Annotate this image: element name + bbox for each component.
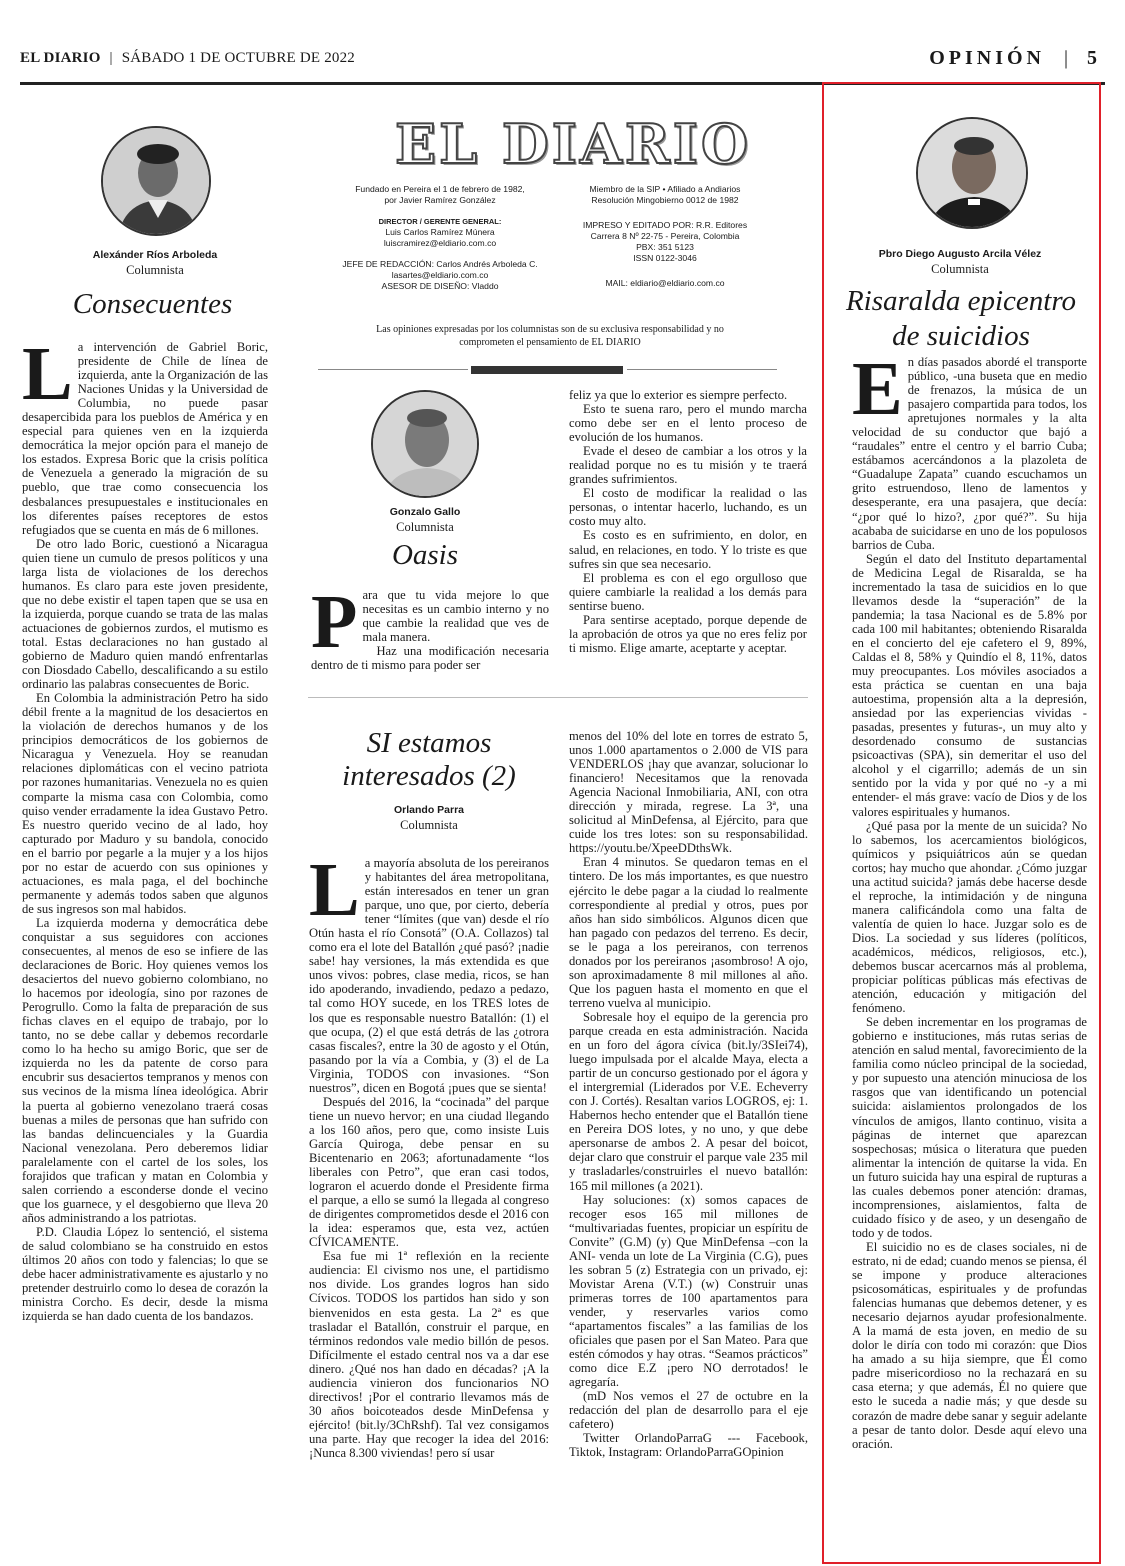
- article-title-line1: Risaralda epicentro: [845, 285, 1077, 317]
- paragraph: Es costo es en sufrimiento, en dolor, en salud, en relaciones, en todo. Y lo triste es que sufres sin que sea necesario.: [569, 528, 807, 571]
- author-name: Gonzalo Gallo: [389, 506, 461, 518]
- article-title-line1: SI estamos: [366, 727, 492, 759]
- author-name: Pbro Diego Augusto Arcila Vélez: [878, 248, 1042, 260]
- pbx-text: PBX: 351 5123: [636, 242, 694, 252]
- paragraph: Eran 4 minutos. Se quedaron temas en el tintero. De los más importantes, es que nuestro ejército le debe pagar a la ciudad lo realmente correspondiente al predial y otros, pues por años han sido simbólicos. Algunos dicen que han pagado con pedazos del terreno. Es decir, se le paga a los pereiranos, con terrenos donados por los pereiranos ¡asombroso! A ojo, son aproximadamente 8 mil millones al año. Que los paguen hasta el momento en que el terreno vuelva al municipio.: [569, 855, 808, 1010]
- founded-text: Fundado en Pereira el 1 de febrero de 1982, por Javier Ramírez González: [355, 184, 525, 205]
- director-name: Luis Carlos Ramírez Múnera: [385, 227, 495, 237]
- paragraph: Según el dato del Instituto departamental de Medicina Legal de Risaralda, se ha incrementado la tasa de suicidios en lo que llevamos desde la “superación” de la pandemia; la tasa Nacional es de 5.8% por cada 100 mil habitantes; obteniendo Risaralda en el concierto del eje cafetero el 9, 89%, Caldas el 8, 58% y Quindío el 8, 11%, datos muy preocupantes. Los móviles asociados a esta práctica se cuentan en una baja autoestima, propensión alta a la depresión, ansiedad por las experiencias vividas -pasadas, presentes y futuras-, un muy alto y desordenado consumo de sustancias psicoactivas (SPA), sin demeritar el uso del alcohol y el cigarrillo; además de un sin sentido por la vida y por qué no -y a mi entender- el más grave: vacío de Dios y de los valores espirituales y humanos.: [852, 551, 1087, 819]
- article-body-oasis-right: [569, 388, 807, 655]
- author-role: Columnista: [931, 262, 989, 276]
- paragraph: El suicidio no es de clases sociales, ni de estrato, ni de edad; cuando menos se piensa, él se impone y produce alteraciones psicosomáticas, espirituales y de profundas falencias humanas que debemos detener, y es necesario dejarnos ayudar profesionalmente. A la mamá de esta joven, en medio de su dolor le diría con todo mi corazón: que Dios ha amado a su hija siempre, que Él como padre misericordioso no la rechazará en su casa eterna; y que además, Él no quiere que esto le suceda a nadie más; y que desde su corazón de madre debe sanar y seguir adelante a pesar de tanto dolor. Desde aquí elevo una oración.: [852, 1239, 1088, 1451]
- author-name: Orlando Parra: [393, 804, 465, 816]
- article-title-line2: interesados (2): [342, 760, 516, 792]
- paragraph: Evade el deseo de cambiar a los otros y la realidad porque no es tu misión y te traerá grandes sufrimientos.: [569, 444, 807, 487]
- avatar-diego: [916, 117, 1028, 229]
- drop-cap: L: [22, 332, 73, 416]
- paragraph: La izquierda moderna y democrática debe conquistar a sus seguidores con acciones consecuentes, al menos de eso se infiere de las declaraciones de Boric. Hoy quienes vemos los desaciertos del nuevo gobierno colombiano, no lo hacemos por ideología, sino por razones de Perogrullo. Como la falta de preparación de sus fichas claves en el equipo de trabajo, por lo tanto, no se debe callar y debemos recordarle como lo ha hecho su amigo Boric, que ser de izquierda no les da patente de corso para encubrir sus desaciertos tempranos y menos con sus vecinos de la misma línea ideológica. Abrir la puerta al gobierno venezolano traerá cosas buenas a miles de personas que han sufrido con las bandas delincuenciales y la Guardia Nacional venezolana. Pero deberemos lidiar paralelamente con el cartel de los soles, los forajidos que trafican y matan en Colombia y salen corriendo a esconderse donde el vecino que los guarnece, y el desgobierno que lleva 20 años administrando a los patriotas.: [22, 915, 268, 1225]
- drop-cap: L: [309, 848, 360, 932]
- paragraph: a mayoría absoluta de los pereiranos y habitantes del área metropolitana, están interesados en tener un gran parque, uno que, por cierto, debería tener “límites (que van) desde el río Otún hasta el río Consotá” (O.A. Collazos) tal como era el lote del Batallón ¿qué pasó? ¡nadie sabe! hay versiones, la más extendida es que unos vivos: pobres, clase media, ricos, se han ido apoderando, invadiendo, pedazo a pedazo, tal como HOY sucede, en los TRES lotes de los que es responsable nuestro Batallón: (1) el que ocupa, (2) el que está detrás de las ¿otrora casas fiscales?, entre la 30 de agosto y el Otún, pasando por la vía a Combia, y (3) el de La Virginia, TODOS con invasiones. “Son nuestros”, dicen en Bogotá ¡pues que se sienta!: [309, 856, 549, 1095]
- article-body-parra-left: [309, 848, 549, 1460]
- author-role: Columnista: [126, 263, 184, 277]
- mail-text: MAIL: eldiario@eldiario.com.co: [605, 278, 725, 288]
- resolucion-text: Resolución Mingobierno 0012 de 1982: [591, 195, 739, 205]
- header-separator-right: |: [1063, 47, 1068, 69]
- avatar-alexander: [101, 126, 211, 236]
- issn-text: ISSN 0122-3046: [633, 253, 697, 263]
- paragraph: ¿Qué pasa por la mente de un suicida? No lo sabemos, los acercamientos biológicos, químicos y psiquiátricos aún se quedan cortos; hay mucho que ahondar. ¿Cómo juzgar una actitud suicida? jamás debe hacerse desde el reproche, la intimidación y de ninguna manera calificándola como una falta de valentía de quien lo hace. Juzgar solo es de Dios. La sociedad y sus líderes (políticos, académicos, médicos, religiosos, etc.), debemos buscar acercarnos más al problema, propiciar políticas públicas más efectivas de atención, educación y mitigación del fenómeno.: [852, 818, 1087, 1016]
- divider: [471, 366, 623, 374]
- paragraph: Sobresale hoy el equipo de la gerencia pro parque creada en esta administración. Nacida en un foro del ágora cívica (bit.ly/3SIei74), luego impulsada por el alcalde Maya, electa a partir de un concurso gestionado por el ágora y el intergremial (Liderados por V.E. Echeverry con J. Cortés). Resaltan varios LOGROS, ej: 1. Habernos hecho entender que el Batallón tiene en Pereira DOS lotes, y no uno, y que debe apersonarse de ambos 2. A pesar del boicot, dejar claro que construir el parque vale 235 mil y trasladarles/construirles el nuevo batallón: 165 mil millones (a 2021).: [569, 1009, 808, 1193]
- drop-cap: P: [311, 580, 358, 664]
- paragraph: En Colombia la administración Petro ha sido débil frente a la magnitud de los desaciertos en la violación de derechos humanos y de los principios democráticos de los gobiernos de Nicaragua y Venezuela. Hoy se reanudan relaciones diplomáticas con el vecino patriota por razones humanitarias. Venezuela no es quien comparte la misma casa con Colombia, como quiso vender erradamente la idea Gustavo Petro. Es nuestro querido vecino de al lado, hoy capturado por Maduro y su bandola, conocido en el barrio por pegarle a la mujer y a los hijos por no estar de acuerdo con sus opiniones y actuaciones, es mala paga, el del bochinche permanente y además todos saben que algunos de sus ingresos son mal habidos.: [22, 691, 268, 916]
- asesor-diseno: ASESOR DE DISEÑO: Vladdo: [381, 281, 499, 291]
- paragraph: (mD Nos vemos el 27 de octubre en la redacción del plan de desarrollo para el eje cafetero): [569, 1389, 808, 1432]
- paragraph: Haz una modificación necesaria dentro de ti mismo para poder ser: [311, 644, 549, 673]
- paragraph: El problema es con el ego orgulloso que quiere cambiarle la realidad a los demás para sentirse bueno.: [569, 570, 807, 613]
- paragraph: Twitter OrlandoParraG --- Facebook, Tiktok, Instagram: OrlandoParraGOpinion: [569, 1431, 808, 1460]
- header-separator: |: [109, 50, 113, 66]
- article-body-oasis-left: [311, 580, 549, 673]
- masthead-left: [330, 184, 550, 292]
- paragraph: Se deben incrementar en los programas de gobierno e instituciones, más rutas serias de atención en salud mental, favorecimiento de la familia como núcleo principal de la sociedad, y por supuesto una atención minuciosa de los rasgos que van identificando un potencial suicida: aislamientos prolongados de los vínculos de amigos, llanto continuo, visita a páginas de internet que aparezcan sospechosas; música o literatura que pueden alimentar la intención de quitarse la vida. En un futuro suicida hay una espiral de rupturas a las cuales debemos poner atención: dramas, incomprensiones, aislamientos, falta de cuidado físico y de aseo, y un desengaño de todo y de todos.: [852, 1015, 1087, 1240]
- miembro-text: Miembro de la SIP • Afiliado a Andiarios: [589, 184, 741, 194]
- paragraph: Esto te suena raro, pero el mundo marcha como debe ser en el lento proceso de evolución de los humanos.: [569, 402, 807, 445]
- director-label: DIRECTOR / GERENTE GENERAL:: [378, 217, 502, 226]
- divider: [627, 369, 777, 370]
- paragraph: Después del 2016, la “cocinada” del parque tiene un nuevo hervor; en una ciudad llegando a los 160 años, pero que, como insiste Luis García Quiroga, debe pensar en su Bicentenario en 2063; afortunadamente “los liberales con Petro”, que eran casi todos, lograron el acuerdo donde el Presidente firma el parque, a ello se sumó la llegada al congreso de dirigentes comprometidos desde el 2016 con la idea: esperamos que, esta vez, actúen CÍVICAMENTE.: [309, 1094, 549, 1250]
- jefe-redaccion: JEFE DE REDACCIÓN: Carlos Andrés Arboleda C.: [342, 259, 538, 269]
- section-name: OPINIÓN: [929, 47, 1045, 69]
- paragraph: ara que tu vida mejore lo que necesitas es un cambio interno y no que cambie la realidad que ves de mala manera.: [362, 588, 549, 645]
- article-body-consecuentes: [22, 332, 268, 1324]
- page-header-left: [20, 50, 355, 67]
- direccion-text: Carrera 8 Nº 22-75 - Pereira, Colombia: [590, 231, 740, 241]
- drop-cap: E: [852, 347, 903, 431]
- paragraph: El costo de modificar la realidad o las personas, o intentar hacerlo, luchando, es un costo muy alto.: [569, 486, 807, 529]
- author-role: Columnista: [396, 520, 454, 534]
- article-body-parra-right: [569, 729, 808, 1459]
- paragraph: Hay soluciones: (x) somos capaces de recoger esos 165 mil millones de “multivariadas fuentes, propiciar un espíritu de Convite” (G.M) (y) Que MinDefensa –con la ANI- venda un lote de La Virginia (C.G), pues les sobran 5 (z) Estrategia con un privado, ej: Movistar Arena (V.T.) (w) Construir unas primeras torres de 100 apartamentos para vender, y reservarles varios como “apartamentos fiscales” a las familias de los oficiales que pasen por el San Mateo. Para que estén cómodos y hay otras. “Seamos prácticos” como dice E.Z ¡pero NO derrotados! le agregaría.: [569, 1192, 808, 1390]
- issue-date: SÁBADO 1 DE OCTUBRE DE 2022: [121, 50, 356, 66]
- paragraph: P.D. Claudia López lo sentenció, el sistema de salud colombiano se ha construido en estos últimos 20 años con todo y falencias; lo que se debe hacer administrativamente es ajustarlo y no pretender destruirlo como lo desea de corazón la ministra Corcho. Es decir, desde la misma izquierda se han dado cuenta de los bandazos.: [22, 1224, 268, 1324]
- page-number: 5: [1087, 47, 1097, 69]
- page-header-right: [929, 47, 1097, 70]
- avatar-gonzalo: [371, 390, 479, 498]
- director-email: luiscramirez@eldiario.com.co: [383, 238, 497, 248]
- jefe-email: lasartes@eldiario.com.co: [391, 270, 489, 280]
- impreso-text: IMPRESO Y EDITADO POR: R.R. Editores: [582, 220, 748, 230]
- disclaimer: Las opiniones expresadas por los columnistas son de su exclusiva responsabilidad y no comprometen el pensamiento de EL DIARIO: [376, 324, 724, 348]
- article-title: Consecuentes: [72, 288, 233, 320]
- paragraph: a intervención de Gabriel Boric, presidente de Chile de línea de izquierda, ante la Organización de las Naciones Unidas y la Universidad de Columbia, no puede pasar desapercibida para los pueblos de América y en especial para quienes ven en la izquierda democrática la mejor opción para el manejo de los estados. Expresa Boric que la crisis política de Venezuela a generado la migración de su pueblo, que trae como consecuencia los desbalances presupuestales e institucionales en los diferentes países receptores de estos refugiados que se cuenta en más de 6 millones.: [22, 340, 268, 537]
- paragraph: Para sentirse aceptado, porque depende de la aprobación de otros ya que no eres feliz por ti mismo. Elige amarte, aceptarte y aceptar.: [569, 612, 807, 655]
- article-title: Oasis: [391, 539, 459, 571]
- article-body-risaralda: [852, 347, 1088, 1451]
- paragraph: menos del 10% del lote en torres de estrato 5, unos 1.000 apartamentos o 2.000 de VIS para VENDERLOS ¡hay que avanzar, solucionar lo financiero! Necesitamos que la renovada Agencia Nacional Inmobiliaria, ANI, con otra dirección y mirada, regrese. La 3ª, una solicitud al MinDefensa, al Ejército, para que cuide los tres lotes: son su responsabilidad. https://youtu.be/XpeeDDthsWk.: [569, 729, 808, 856]
- paragraph: Esa fue mi 1ª reflexión en la reciente audiencia: El civismo nos une, el partidismo nos divide. Los grandes logros han sido Cívicos. TODOS los partidos han sido y son bienvenidos en esta gesta. La 2ª es que trasladar el Batallón, construir el parque, en términos redondos vale medio billón de pesos. Difícilmente el estado central nos va a dar ese dinero. ¿Qué nos han dado en décadas? ¡A la audiencia vinieron dos funcionarios NO directivos! ¡Por el contrario llevamos más de 30 años boicoteados desde MinDefensa y ejército! (bit.ly/3ChRshf). Tal vez consigamos una parte. Hay que recoger la idea del 2016: ¡Nunca 8.300 viviendas! pero sí usar: [309, 1249, 549, 1460]
- article-title-line2: de suicidios: [892, 320, 1030, 352]
- divider: [318, 369, 468, 370]
- paragraph: n días pasados abordé el transporte público, -una buseta que en medio de frenazos, la música de un pasajero compartida para todos, los apretujones normales y la alta velocidad de su conductor que bajó a “raudales” entre el centro y el barrio Cuba; estábamos acercándonos a la plazoleta de “Guadalupe Zapata” cuando escuchamos un grito estruendoso, lleno de lamentos y desesperante, era una pasajera, que decía: “¿por qué lo hizo?, ¿por qué?”. Su hija acababa de suicidarse en uno de los populosos barrios de Cuba.: [852, 355, 1087, 552]
- author-name: Alexánder Ríos Arboleda: [92, 249, 218, 261]
- section-rule: [308, 697, 808, 698]
- masthead-logo: EL DIARIO: [395, 112, 752, 176]
- author-role: Columnista: [400, 818, 458, 832]
- paragraph: feliz ya que lo exterior es siempre perfecto.: [569, 388, 788, 402]
- masthead-right: [560, 184, 770, 289]
- newspaper-name: EL DIARIO: [20, 50, 101, 66]
- paragraph: De otro lado Boric, cuestionó a Nicaragua quien tiene un cumulo de presos políticos y una larga lista de violaciones de los derechos humanos. Es claro para este joven presidente, que no debe existir el tapen tapen que se usa en la izquierda, porque cuando se trata de las malas actuaciones de gobiernos zurdos, el mutismo es total. Estas declaraciones no han gustado al gobierno de Maduro quien mandó enfrentarlas con Diosdado Cabello, descalificando a su estilo ordinario las palabras consecuentes de Boric.: [22, 536, 268, 692]
